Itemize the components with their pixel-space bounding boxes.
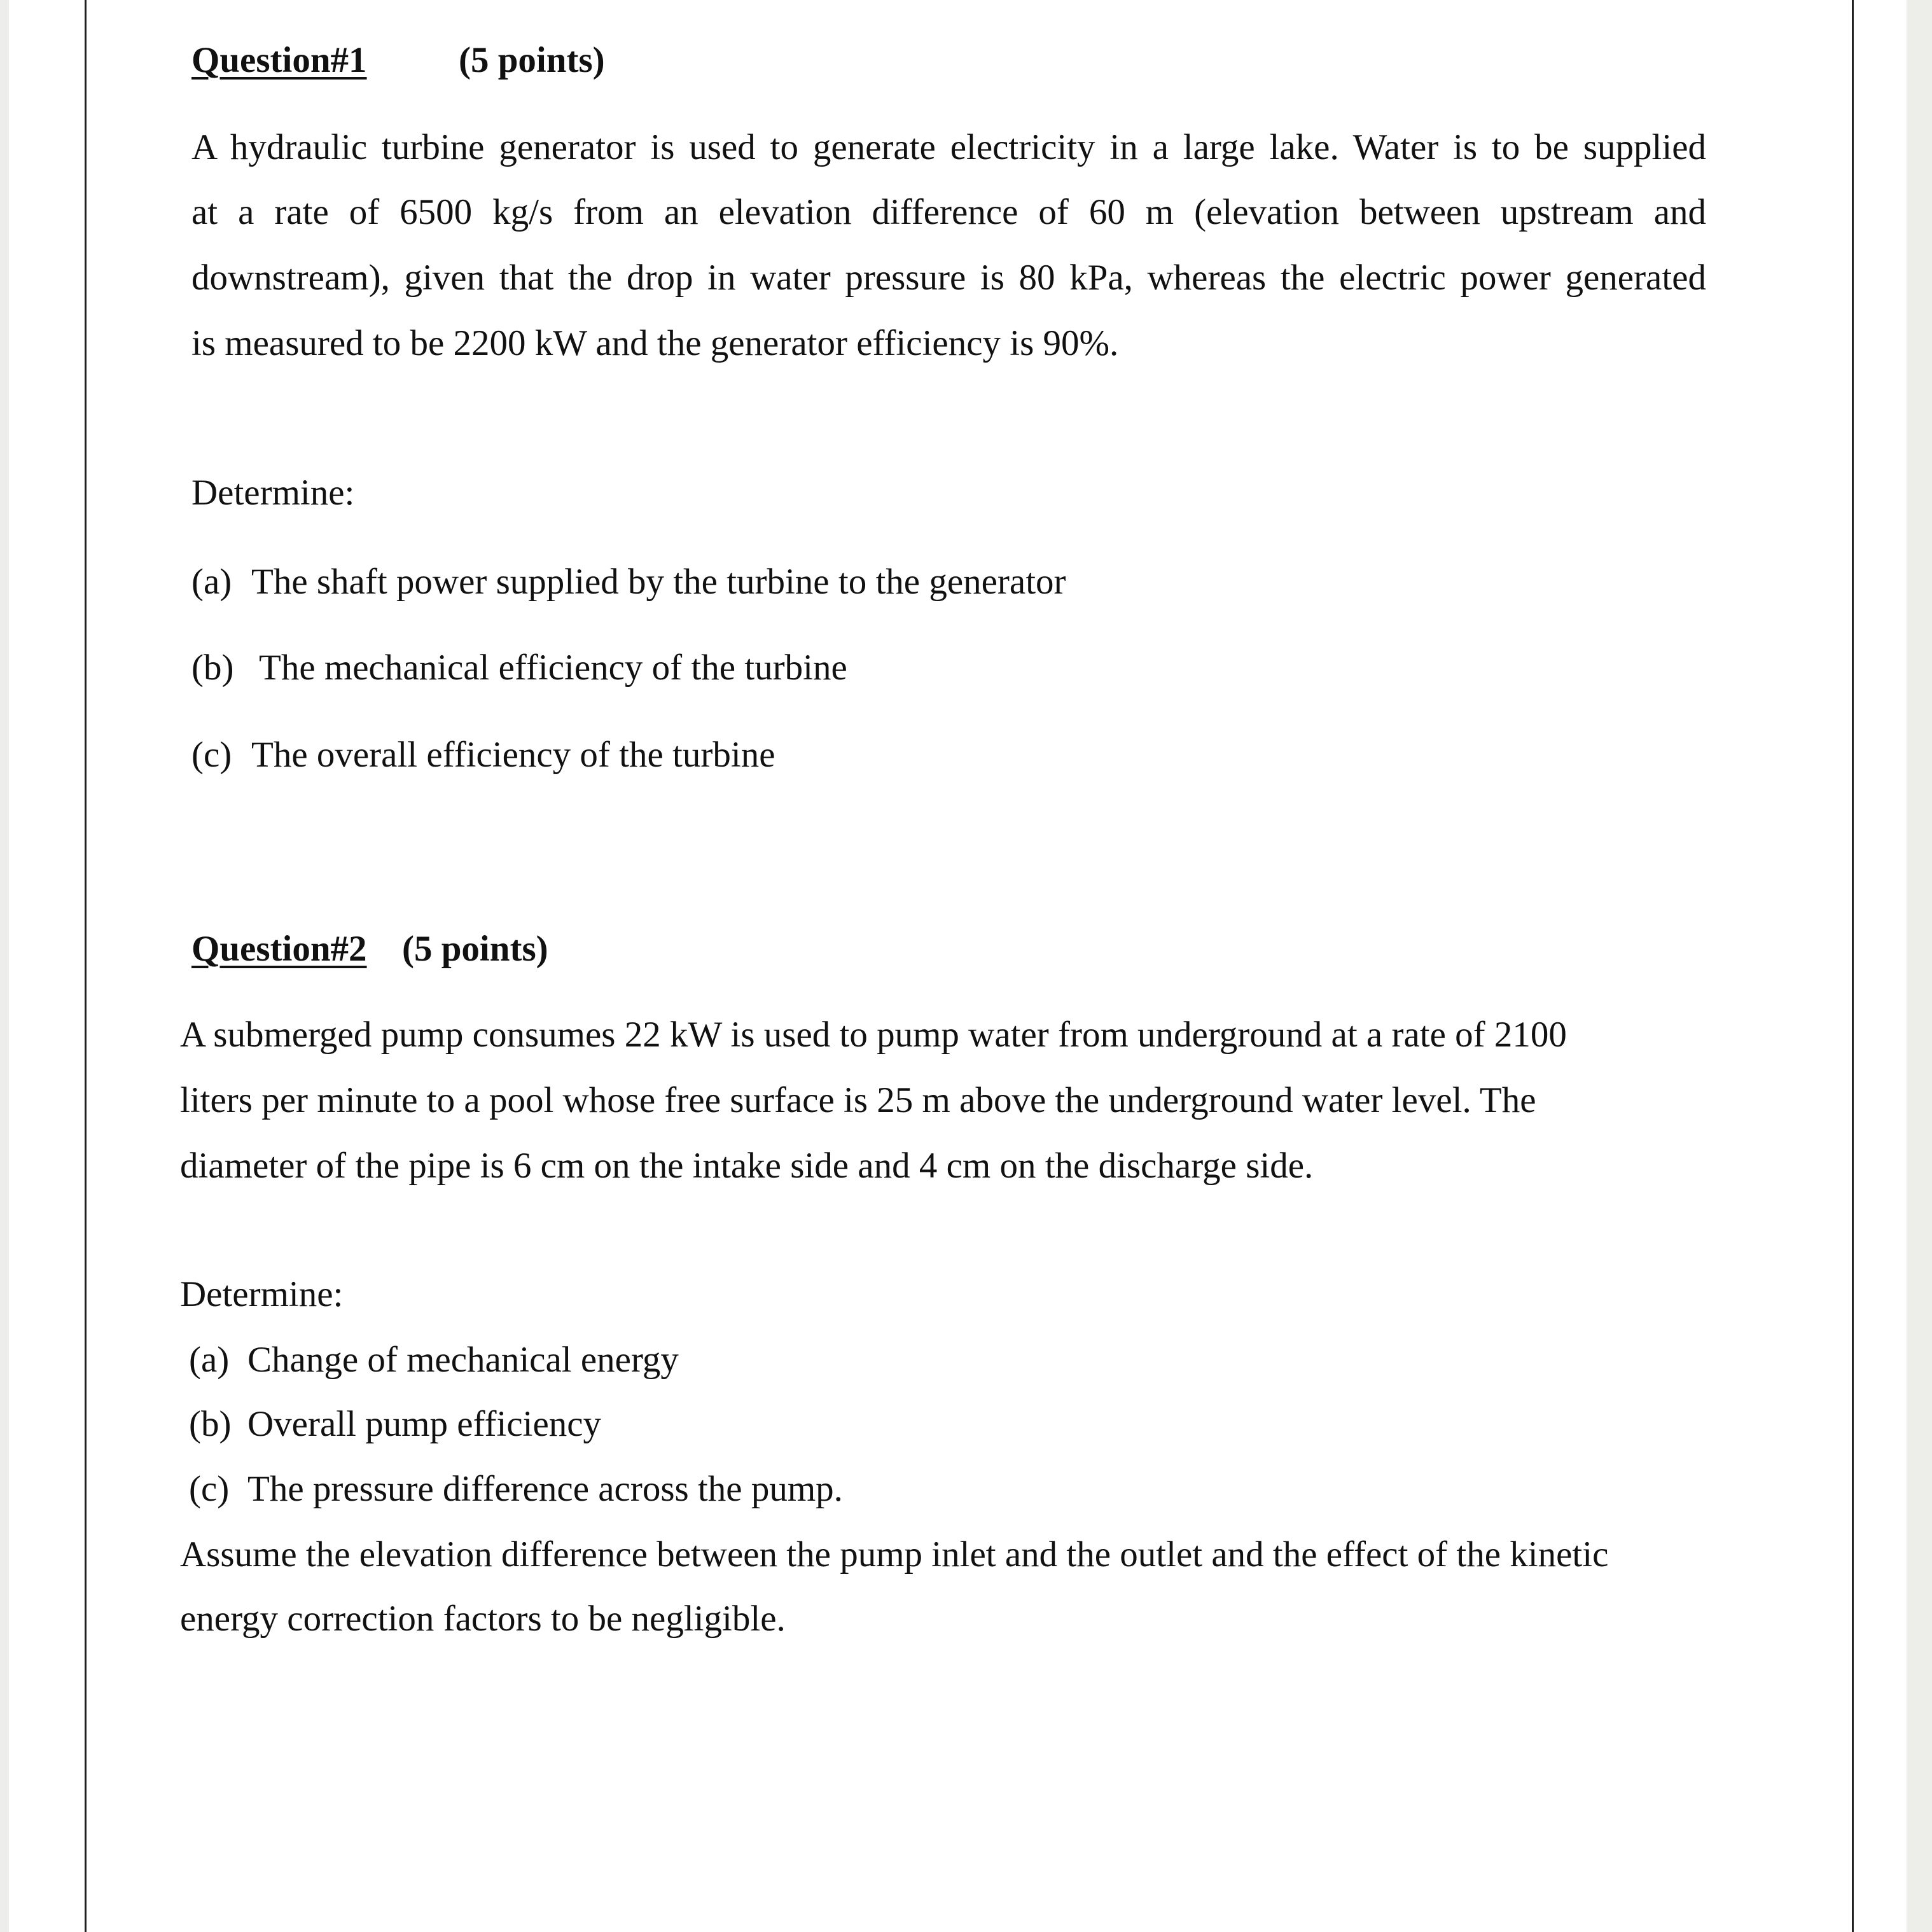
q2-item-text: The pressure difference across the pump. — [247, 1469, 843, 1509]
q2-assumption-line: Assume the elevation difference between the pump inlet and the outlet and the effect of the kinetic — [180, 1534, 1609, 1574]
page-left-border — [85, 0, 87, 1932]
q2-assumption-line: energy correction factors to be negligible. — [180, 1599, 786, 1639]
q1-points: (5 points) — [459, 40, 605, 80]
q2-paragraph-line: liters per minute to a pool whose free surface is 25 m above the underground water level. The — [180, 1080, 1536, 1120]
q2-item-label: (a) — [189, 1340, 230, 1380]
q2-list-item — [189, 1406, 601, 1442]
q1-paragraph-line: is measured to be 2200 kW and the generator efficiency is 90%. — [191, 323, 1119, 363]
q2-determine-label: Determine: — [180, 1274, 344, 1314]
q2-item-text: Change of mechanical energy — [247, 1340, 679, 1380]
q2-list-item — [189, 1471, 843, 1507]
q2-item-label: (c) — [189, 1469, 230, 1509]
q1-paragraph-line: at a rate of 6500 kg/s from an elevation difference of 60 m (elevation between upstream and — [191, 192, 1706, 232]
q1-item-label: (c) — [191, 735, 232, 775]
right-gutter — [1907, 0, 1932, 1932]
q1-paragraph-line: downstream), given that the drop in water pressure is 80 kPa, whereas the electric power generated — [191, 258, 1706, 298]
q2-item-text: Overall pump efficiency — [247, 1404, 602, 1444]
left-gutter — [0, 0, 9, 1932]
q1-item-label: (b) — [191, 648, 234, 688]
q1-list-item — [191, 564, 1066, 600]
q2-list-item — [189, 1342, 679, 1378]
q1-item-text: The shaft power supplied by the turbine to the generator — [251, 562, 1066, 602]
q1-list-item — [191, 737, 775, 773]
page-right-border — [1852, 0, 1854, 1932]
q1-list-item — [191, 650, 847, 686]
q2-paragraph-line: A submerged pump consumes 22 kW is used to pump water from underground at a rate of 2100 — [180, 1015, 1567, 1055]
q2-title: Question#2 — [191, 929, 367, 969]
q1-paragraph-line: A hydraulic turbine generator is used to generate electricity in a large lake. Water is to be supplied — [191, 127, 1706, 167]
q2-points: (5 points) — [402, 929, 548, 969]
q1-item-text: The mechanical efficiency of the turbine — [259, 648, 847, 688]
q1-title: Question#1 — [191, 40, 367, 80]
q1-item-text: The overall efficiency of the turbine — [251, 735, 775, 775]
q2-paragraph-line: diameter of the pipe is 6 cm on the intake side and 4 cm on the discharge side. — [180, 1146, 1314, 1186]
q2-item-label: (b) — [189, 1404, 232, 1444]
q1-determine-label: Determine: — [191, 473, 355, 513]
q1-item-label: (a) — [191, 562, 232, 602]
